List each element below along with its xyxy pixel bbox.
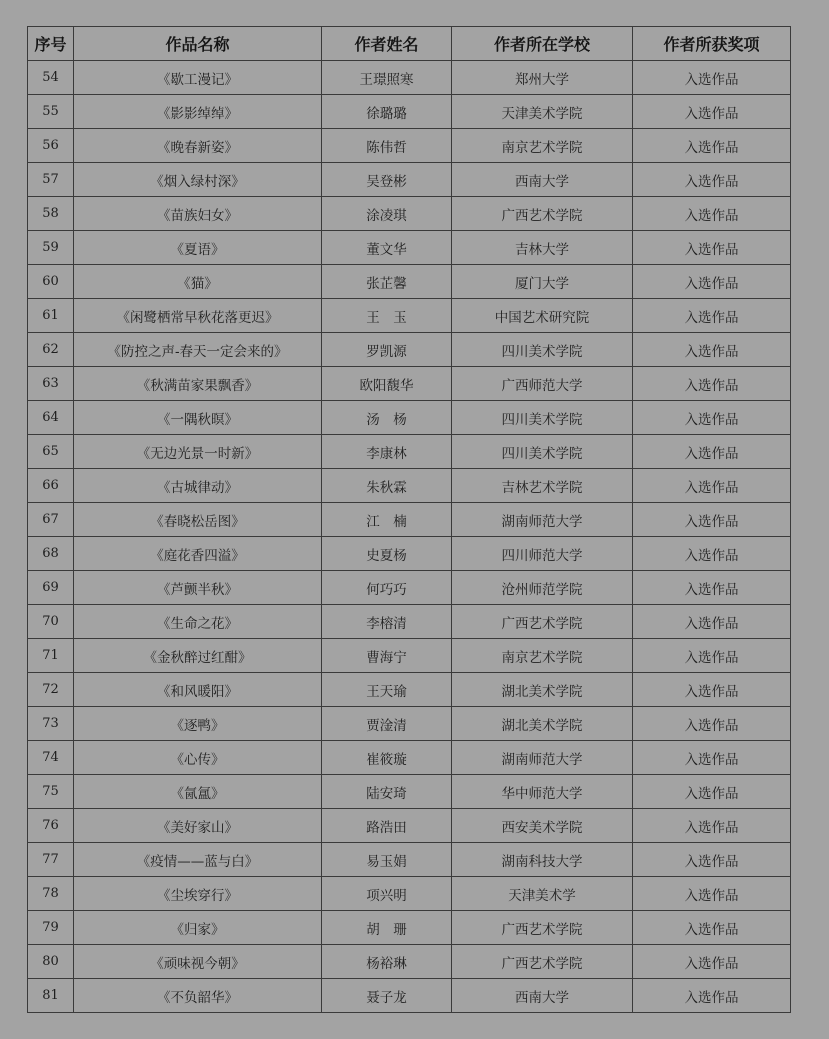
cell-index: 66 [28,469,74,503]
table-row [28,95,791,129]
cell-title: 《苗族妇女》 [74,197,322,231]
cell-author: 项兴明 [322,877,452,911]
cell-title: 《一隅秋暝》 [74,401,322,435]
cell-award: 入选作品 [633,265,791,299]
cell-title: 《春晓松岳图》 [74,503,322,537]
cell-index: 62 [28,333,74,367]
cell-title: 《芦颤半秋》 [74,571,322,605]
cell-title: 《夏语》 [74,231,322,265]
table-row [28,163,791,197]
cell-school: 湖南师范大学 [452,741,633,775]
cell-author: 易玉娟 [322,843,452,877]
cell-title: 《防控之声-春天一定会来的》 [74,333,322,367]
cell-award: 入选作品 [633,979,791,1013]
table-header [28,27,791,61]
cell-title: 《庭花香四溢》 [74,537,322,571]
cell-school: 天津美术学院 [452,95,633,129]
cell-author: 朱秋霖 [322,469,452,503]
cell-index: 56 [28,129,74,163]
cell-index: 72 [28,673,74,707]
cell-school: 广西师范大学 [452,367,633,401]
cell-index: 67 [28,503,74,537]
cell-award: 入选作品 [633,605,791,639]
cell-award: 入选作品 [633,299,791,333]
cell-award: 入选作品 [633,741,791,775]
cell-index: 59 [28,231,74,265]
cell-title: 《氤氲》 [74,775,322,809]
cell-school: 西南大学 [452,163,633,197]
cell-index: 78 [28,877,74,911]
cell-school: 西南大学 [452,979,633,1013]
cell-author: 欧阳馥华 [322,367,452,401]
table-row [28,503,791,537]
table-row [28,605,791,639]
cell-title: 《心传》 [74,741,322,775]
table-row [28,775,791,809]
cell-author: 徐璐璐 [322,95,452,129]
table-row [28,333,791,367]
cell-award: 入选作品 [633,231,791,265]
cell-index: 75 [28,775,74,809]
header-title: 作品名称 [74,27,322,61]
cell-title: 《影影绰绰》 [74,95,322,129]
cell-index: 74 [28,741,74,775]
table-row [28,401,791,435]
table-row [28,911,791,945]
cell-award: 入选作品 [633,333,791,367]
cell-award: 入选作品 [633,503,791,537]
cell-award: 入选作品 [633,877,791,911]
cell-award: 入选作品 [633,639,791,673]
table-row [28,197,791,231]
cell-award: 入选作品 [633,401,791,435]
cell-author: 陆安琦 [322,775,452,809]
cell-award: 入选作品 [633,911,791,945]
cell-index: 71 [28,639,74,673]
cell-index: 80 [28,945,74,979]
cell-title: 《顽味视今朝》 [74,945,322,979]
cell-award: 入选作品 [633,197,791,231]
cell-author: 罗凯源 [322,333,452,367]
table-row [28,843,791,877]
cell-school: 广西艺术学院 [452,197,633,231]
header-award: 作者所获奖项 [633,27,791,61]
cell-school: 厦门大学 [452,265,633,299]
cell-school: 中国艺术研究院 [452,299,633,333]
cell-title: 《美好家山》 [74,809,322,843]
cell-index: 76 [28,809,74,843]
award-list-sheet [27,26,791,1013]
cell-award: 入选作品 [633,129,791,163]
cell-author: 江 楠 [322,503,452,537]
cell-author: 何巧巧 [322,571,452,605]
cell-school: 西安美术学院 [452,809,633,843]
table-row [28,945,791,979]
cell-school: 湖北美术学院 [452,707,633,741]
cell-award: 入选作品 [633,707,791,741]
cell-index: 70 [28,605,74,639]
cell-award: 入选作品 [633,95,791,129]
cell-title: 《歇工漫记》 [74,61,322,95]
cell-title: 《不负韶华》 [74,979,322,1013]
cell-award: 入选作品 [633,61,791,95]
cell-school: 郑州大学 [452,61,633,95]
table-body [28,61,791,1013]
cell-school: 四川美术学院 [452,401,633,435]
table-row [28,741,791,775]
cell-author: 李榕清 [322,605,452,639]
cell-award: 入选作品 [633,537,791,571]
cell-school: 湖北美术学院 [452,673,633,707]
cell-award: 入选作品 [633,809,791,843]
cell-award: 入选作品 [633,469,791,503]
header-school: 作者所在学校 [452,27,633,61]
cell-index: 77 [28,843,74,877]
cell-author: 曹海宁 [322,639,452,673]
cell-title: 《秋满苗家果飘香》 [74,367,322,401]
cell-index: 55 [28,95,74,129]
cell-school: 广西艺术学院 [452,605,633,639]
cell-author: 李康林 [322,435,452,469]
cell-award: 入选作品 [633,945,791,979]
cell-author: 陈伟哲 [322,129,452,163]
cell-author: 聂子龙 [322,979,452,1013]
table-row [28,469,791,503]
cell-title: 《猫》 [74,265,322,299]
cell-school: 吉林大学 [452,231,633,265]
cell-index: 79 [28,911,74,945]
table-row [28,809,791,843]
cell-index: 61 [28,299,74,333]
cell-school: 湖南师范大学 [452,503,633,537]
cell-author: 崔筱璇 [322,741,452,775]
cell-title: 《无边光景一时新》 [74,435,322,469]
cell-school: 南京艺术学院 [452,639,633,673]
cell-school: 四川美术学院 [452,435,633,469]
table-row [28,231,791,265]
cell-title: 《和风暖阳》 [74,673,322,707]
table-row [28,639,791,673]
cell-author: 胡 珊 [322,911,452,945]
cell-school: 四川美术学院 [452,333,633,367]
cell-author: 王 玉 [322,299,452,333]
cell-title: 《归家》 [74,911,322,945]
table-row [28,537,791,571]
cell-author: 张芷馨 [322,265,452,299]
cell-title: 《尘埃穿行》 [74,877,322,911]
cell-index: 69 [28,571,74,605]
cell-author: 董文华 [322,231,452,265]
cell-title: 《古城律动》 [74,469,322,503]
table-row [28,435,791,469]
table-row [28,979,791,1013]
cell-index: 65 [28,435,74,469]
header-author: 作者姓名 [322,27,452,61]
cell-author: 史夏杨 [322,537,452,571]
table-row [28,673,791,707]
cell-school: 吉林艺术学院 [452,469,633,503]
cell-award: 入选作品 [633,163,791,197]
cell-school: 四川师范大学 [452,537,633,571]
table-row [28,129,791,163]
cell-index: 68 [28,537,74,571]
award-list-table [27,26,791,1013]
header-row [28,27,791,61]
cell-school: 华中师范大学 [452,775,633,809]
cell-author: 王璟照寒 [322,61,452,95]
table-row [28,877,791,911]
cell-school: 湖南科技大学 [452,843,633,877]
cell-title: 《逐鸭》 [74,707,322,741]
cell-author: 吴登彬 [322,163,452,197]
cell-author: 汤 杨 [322,401,452,435]
cell-school: 沧州师范学院 [452,571,633,605]
cell-title: 《疫情——蓝与白》 [74,843,322,877]
cell-title: 《烟入绿村深》 [74,163,322,197]
cell-award: 入选作品 [633,571,791,605]
table-row [28,299,791,333]
cell-index: 63 [28,367,74,401]
table-row [28,571,791,605]
cell-author: 王天瑜 [322,673,452,707]
cell-index: 73 [28,707,74,741]
cell-index: 81 [28,979,74,1013]
cell-award: 入选作品 [633,367,791,401]
cell-school: 广西艺术学院 [452,911,633,945]
table-row [28,707,791,741]
table-row [28,265,791,299]
cell-school: 天津美术学 [452,877,633,911]
cell-award: 入选作品 [633,775,791,809]
cell-author: 贾淦清 [322,707,452,741]
cell-title: 《生命之花》 [74,605,322,639]
cell-school: 广西艺术学院 [452,945,633,979]
table-row [28,61,791,95]
cell-school: 南京艺术学院 [452,129,633,163]
cell-title: 《晚春新姿》 [74,129,322,163]
cell-index: 58 [28,197,74,231]
cell-index: 60 [28,265,74,299]
cell-author: 路浩田 [322,809,452,843]
cell-index: 64 [28,401,74,435]
header-index: 序号 [28,27,74,61]
cell-title: 《闲鹭栖常早秋花落更迟》 [74,299,322,333]
cell-index: 54 [28,61,74,95]
cell-award: 入选作品 [633,673,791,707]
cell-title: 《金秋醉过红酣》 [74,639,322,673]
cell-award: 入选作品 [633,435,791,469]
table-row [28,367,791,401]
cell-award: 入选作品 [633,843,791,877]
cell-index: 57 [28,163,74,197]
cell-author: 涂凌琪 [322,197,452,231]
cell-author: 杨裕琳 [322,945,452,979]
